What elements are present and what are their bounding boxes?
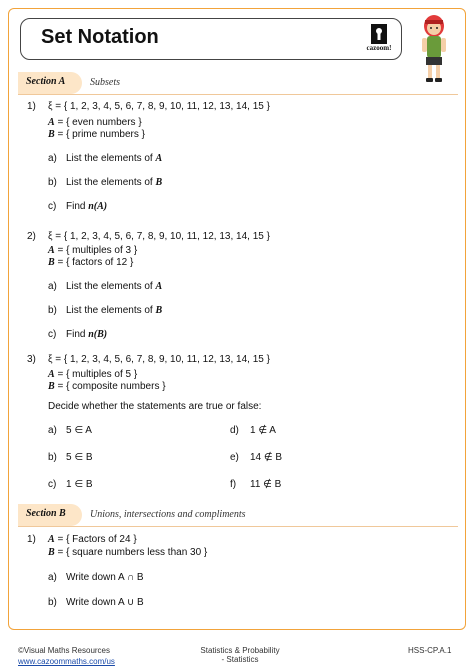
part-text: Find n(A)	[66, 201, 108, 212]
section-b-label: Section B	[26, 508, 66, 519]
keyhole-icon	[365, 23, 393, 45]
question-number: 2)	[27, 231, 36, 242]
part-text: List the elements of A	[66, 153, 163, 164]
part-letter: c)	[48, 201, 57, 212]
logo-text: cazoom!	[366, 44, 392, 52]
universal-set: ξ = { 1, 2, 3, 4, 5, 6, 7, 8, 9, 10, 11, 12, 13, 14, 15 }	[48, 101, 270, 112]
title-box	[20, 18, 402, 60]
set-a-definition: A = { multiples of 3 }	[48, 245, 138, 256]
footer-url[interactable]: www.cazoommaths.com/us	[18, 657, 115, 666]
set-b-definition: B = { factors of 12 }	[48, 257, 134, 268]
question-number: 3)	[27, 354, 36, 365]
universal-set: ξ = { 1, 2, 3, 4, 5, 6, 7, 8, 9, 10, 11, 12, 13, 14, 15 }	[48, 354, 270, 365]
statement-text: 5 ∈ A	[66, 425, 92, 436]
part-text: Write down A ∪ B	[66, 597, 144, 608]
cazoom-logo	[365, 23, 393, 55]
part-letter: c)	[48, 329, 57, 340]
page-title: Set Notation	[41, 26, 159, 48]
footer-code: HSS-CP.A.1	[408, 646, 452, 655]
part-text: List the elements of B	[66, 177, 163, 188]
statement-letter: c)	[48, 479, 57, 490]
statement-text: 11 ∉ B	[250, 479, 282, 490]
statement-letter: a)	[48, 425, 57, 436]
part-letter: b)	[48, 177, 57, 188]
mascot-girl-icon	[412, 12, 458, 86]
statement-text: 14 ∉ B	[250, 452, 283, 463]
section-divider	[18, 94, 458, 95]
part-text: Write down A ∩ B	[66, 572, 144, 583]
set-a-definition: A = { Factors of 24 }	[48, 534, 137, 545]
statement-letter: d)	[230, 425, 239, 436]
set-b-definition: B = { prime numbers }	[48, 129, 145, 140]
part-letter: a)	[48, 572, 57, 583]
section-a-badge	[18, 72, 82, 94]
footer-link[interactable]	[18, 657, 115, 666]
section-divider	[18, 526, 458, 527]
section-a-description: Subsets	[90, 77, 120, 88]
statement-text: 5 ∈ B	[66, 452, 93, 463]
instruction-text: Decide whether the statements are true or false:	[48, 401, 262, 412]
section-a-label: Section A	[26, 76, 66, 87]
footer-subject-line1: Statistics & Probability	[200, 646, 280, 655]
part-letter: a)	[48, 281, 57, 292]
part-letter: a)	[48, 153, 57, 164]
question-number: 1)	[27, 534, 36, 545]
footer-subject-line2: - Statistics	[221, 655, 259, 664]
statement-letter: f)	[230, 479, 237, 490]
part-text: List the elements of A	[66, 281, 163, 292]
statement-text: 1 ∈ B	[66, 479, 93, 490]
footer-copyright: ©Visual Maths Resources	[18, 646, 111, 655]
part-letter: b)	[48, 597, 57, 608]
question-number: 1)	[27, 101, 36, 112]
footer-subject	[195, 646, 285, 664]
section-b-badge	[18, 504, 82, 526]
set-b-definition: B = { composite numbers }	[48, 381, 166, 392]
statement-text: 1 ∉ A	[250, 425, 276, 436]
part-text: Find n(B)	[66, 329, 108, 340]
set-a-definition: A = { even numbers }	[48, 117, 142, 128]
part-letter: b)	[48, 305, 57, 316]
set-b-definition: B = { square numbers less than 30 }	[48, 547, 208, 558]
section-b-description: Unions, intersections and compliments	[90, 509, 246, 520]
part-text: List the elements of B	[66, 305, 163, 316]
set-a-definition: A = { multiples of 5 }	[48, 369, 138, 380]
universal-set: ξ = { 1, 2, 3, 4, 5, 6, 7, 8, 9, 10, 11, 12, 13, 14, 15 }	[48, 231, 270, 242]
statement-letter: b)	[48, 452, 57, 463]
statement-letter: e)	[230, 452, 239, 463]
